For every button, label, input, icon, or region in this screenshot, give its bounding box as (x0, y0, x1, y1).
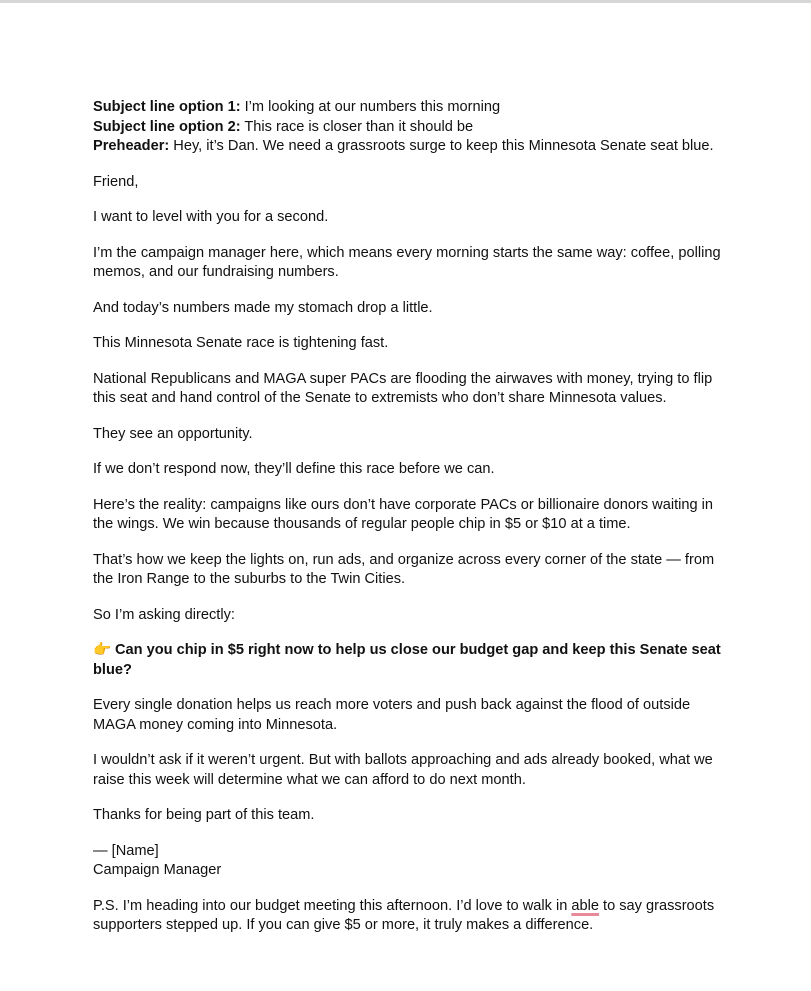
ps-text-end: to say grassroots supporters stepped up. If you can give $5 or more, it truly makes a difference. (93, 897, 715, 933)
paragraph: I wouldn’t ask if it weren’t urgent. But with ballots approaching and ads already booked, what we raise this week will determine what we can afford to do next month. (93, 752, 713, 788)
subject-line-option-2 (93, 118, 721, 138)
paragraph: Thanks for being part of this team. (93, 807, 315, 823)
subject-1-label: Subject line option 1: (93, 99, 241, 115)
pointing-hand-icon: 👉 (93, 642, 112, 658)
paragraph: I’m the campaign manager here, which means every morning starts the same way: coffee, polling memos, and our fundraising numbers. (93, 244, 721, 280)
email-header (93, 98, 721, 157)
paragraph: National Republicans and MAGA super PACs are flooding the airwaves with money, trying to flip this seat and hand control of the Senate to extremists who don’t share Minnesota values. (93, 370, 713, 406)
subject-1-text: I’m looking at our numbers this morning (240, 99, 501, 115)
top-border (0, 0, 811, 3)
paragraph: And today’s numbers made my stomach drop a little. (93, 299, 433, 316)
postscript (93, 897, 721, 936)
greeting: Friend, (93, 173, 139, 190)
cta-text: Can you chip in $5 right now to help us close our budget gap and keep this Senate seat blue? (93, 642, 721, 678)
call-to-action (93, 641, 721, 680)
paragraph: I want to level with you for a second. (93, 209, 329, 225)
paragraph: Here’s the reality: campaigns like ours don’t have corporate PACs or billionaire donors waiting in the wings. We win because thousands of regular people chip in $5 or $10 at a time. (93, 496, 714, 532)
preheader (93, 137, 721, 157)
spellcheck-flagged-word[interactable]: able (571, 897, 599, 914)
paragraph: This Minnesota Senate race is tightening fast. (93, 335, 389, 351)
document-body (93, 98, 721, 952)
signature-name: — [Name] (93, 842, 159, 859)
paragraph: If we don’t respond now, they’ll define this race before we can. (93, 461, 495, 477)
paragraph: Every single donation helps us reach more voters and push back against the flood of outside MAGA money coming into Minnesota. (93, 697, 691, 733)
subject-2-label: Subject line option 2: (93, 118, 241, 135)
paragraph: That’s how we keep the lights on, run ads, and organize across every corner of the state — from the Iron Range to the suburbs to the Twin Cities. (93, 551, 715, 587)
signature-title: Campaign Manager (93, 862, 222, 878)
subject-line-option-1 (93, 98, 721, 118)
paragraph: So I’m asking directly: (93, 606, 235, 623)
subject-2-text: This race is closer than it should be (240, 118, 474, 135)
preheader-text: Hey, it’s Dan. We need a grassroots surge to keep this Minnesota Senate seat blue. (169, 138, 714, 154)
signature (93, 842, 721, 881)
preheader-label: Preheader: (93, 138, 170, 154)
paragraph: They see an opportunity. (93, 425, 253, 442)
ps-text-start: P.S. I’m heading into our budget meeting this afternoon. I’d love to walk in (93, 897, 572, 914)
